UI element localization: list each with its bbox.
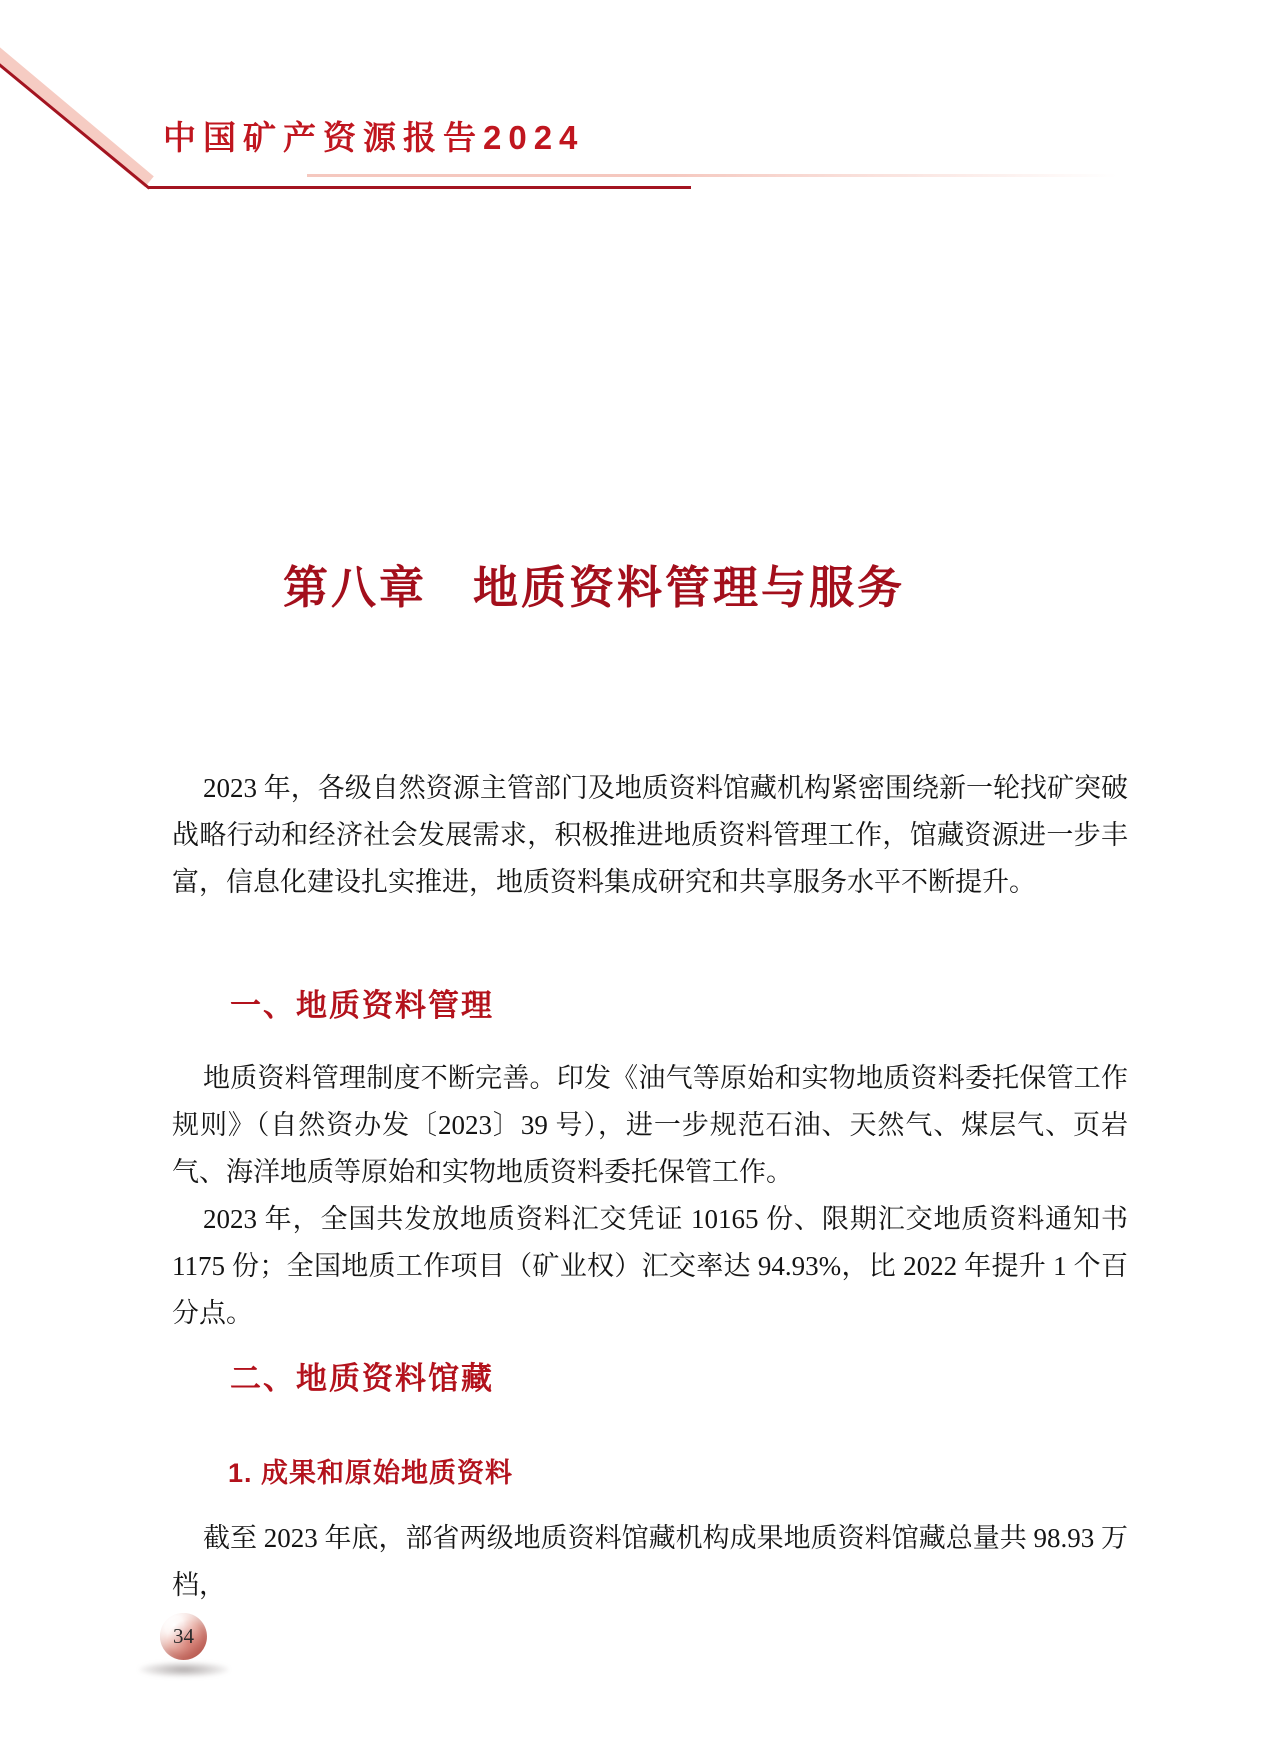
page-number-badge xyxy=(160,1613,207,1660)
section-heading-collection: 二、地质资料馆藏 xyxy=(230,1361,494,1396)
corner-diagonal-band xyxy=(0,44,154,187)
page-number: 34 xyxy=(173,1624,194,1648)
header-pink-underline xyxy=(307,174,1160,177)
management-paragraph-2: 2023 年，全国共发放地质资料汇交凭证 10165 份、限期汇交地质资料通知书 1175 份；全国地质工作项目（矿业权）汇交率达 94.93%，比 2022 年提升 1 个百分点。 xyxy=(172,1204,1128,1328)
page-ball-shadow xyxy=(139,1662,229,1677)
report-header-title: 中国矿产资源报告2024 xyxy=(163,119,585,156)
chapter-number: 第八章 xyxy=(283,562,428,613)
intro-paragraph-block xyxy=(172,765,1128,906)
management-paragraph-1: 地质资料管理制度不断完善。印发《油气等原始和实物地质资料委托保管工作规则》（自然资办发〔2023〕39 号），进一步规范石油、天然气、煤层气、页岩气、海洋地质等原始和实物地质资料委托保管工作。 xyxy=(172,1063,1128,1187)
chapter-title xyxy=(283,551,905,616)
subsection-heading-archives: 1. 成果和原始地质资料 xyxy=(228,1458,514,1488)
section-heading-management: 一、地质资料管理 xyxy=(230,988,494,1023)
header-red-underline xyxy=(148,186,691,189)
intro-paragraph: 2023 年，各级自然资源主管部门及地质资料馆藏机构紧密围绕新一轮找矿突破战略行动和经济社会发展需求，积极推进地质资料管理工作，馆藏资源进一步丰富，信息化建设扎实推进，地质资料集成研究和共享服务水平不断提升。 xyxy=(172,773,1128,897)
collection-paragraph-block xyxy=(172,1515,1128,1609)
chapter-title-text: 地质资料管理与服务 xyxy=(473,562,906,613)
collection-paragraph-1: 截至 2023 年底，部省两级地质资料馆藏机构成果地质资料馆藏总量共 98.93 万档， xyxy=(172,1523,1128,1600)
management-paragraph-block xyxy=(172,1055,1128,1337)
